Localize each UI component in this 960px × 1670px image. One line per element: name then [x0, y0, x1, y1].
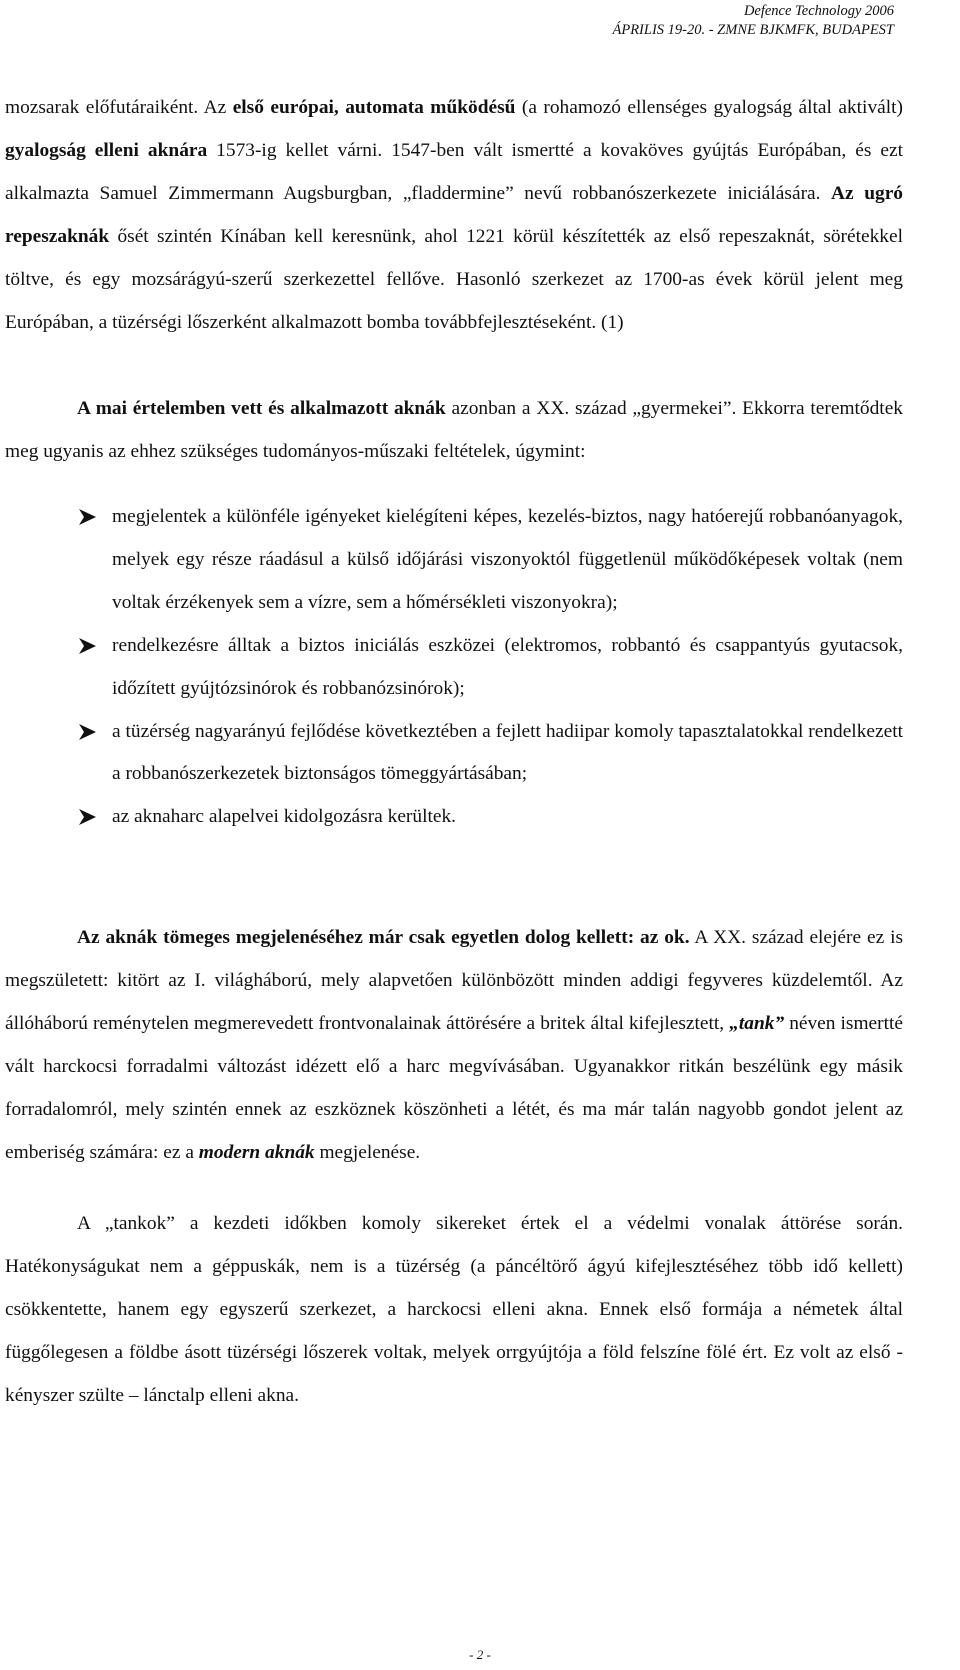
- paragraph-tank-mines: Az aknák tömeges megjelenéséhez már csak egyetlen dolog kellett: az ok. A XX. század elejére ez is megszületett: kitört az I. világháború, mely alapvetően különbözött minden addigi fegyveres küzdelemtől. Az állóháború reménytelen megmerevedett frontvonalainak áttörésére a britek által kifejlesztett, „tank” néven ismertté vált harckocsi forradalmi változást idézett elő a harc megvívásában. Ugyanakkor ritkán beszélünk egy másik forradalomról, mely szintén ennek az eszköznek köszönheti a létét, és ma már talán nagyobb gondot jelent az emberiség számára: ez a modern aknák megjelenése.: [5, 927, 903, 1163]
- list-item: rendelkezésre álltak a biztos iniciálás eszközei (elektromos, robbantó és csappantyús gyutacsok, időzített gyújtózsinórok és robbanózsinórok);: [5, 625, 903, 711]
- arrowhead-bullet-icon: [77, 625, 99, 667]
- arrowhead-bullet-icon: [77, 796, 99, 838]
- arrowhead-bullet-icon: [77, 711, 99, 753]
- conditions-list: [5, 496, 903, 839]
- list-item: az aknaharc alapelvei kidolgozásra kerültek.: [5, 796, 903, 839]
- paragraph-history: mozsarak előfutáraiként. Az első európai, automata működésű (a rohamozó ellenséges gyalogság által aktivált) gyalogság elleni aknára 1573-ig kellet várni. 1547-ben vált ismertté a kovaköves gyújtás Európában, és ezt alkalmazta Samuel Zimmermann Augsburgban, „fladdermine” nevű robbanószerkezete iniciálására. Az ugró repeszaknák ősét szintén Kínában kell keresnünk, ahol 1221 körül készítették az első repeszaknát, sörétekkel töltve, és egy mozsárágyú-szerű szerkezettel fellőve. Hasonló szerkezet az 1700-as évek körül jelent meg Európában, a tüzérségi lőszerként alkalmazott bomba továbbfejlesztéseként. (1): [5, 97, 904, 333]
- page-number: - 2 -: [469, 1647, 491, 1662]
- paragraph-first-antitank-mine: A „tankok” a kezdeti időkben komoly sikereket értek el a védelmi vonalak áttörése során. Hatékonyságukat nem a géppuskák, nem is a tüzérség (a páncéltörő ágyú kifejlesztéséhez több idő kellett) csökkentette, hanem egy egyszerű szerkezet, a harckocsi elleni akna. Ennek első formája a németek által függőlegesen a földbe ásott tüzérségi lőszerek voltak, melyek orrgyújtója a föld felszíne fölé ért. Ez volt az első - kényszer szülte – lánctalp elleni akna.: [5, 1213, 903, 1406]
- arrowhead-bullet-icon: [77, 496, 99, 538]
- conference-title: Defence Technology 2006: [743, 3, 894, 19]
- conference-date-location: ÁPRILIS 19-20. - ZMNE BJKMFK, BUDAPEST: [612, 22, 894, 38]
- page-header: [474, 2, 894, 40]
- paragraph-modern-mines: A mai értelemben vett és alkalmazott aknák azonban a XX. század „gyermekei”. Ekkorra teremtődtek meg ugyanis az ehhez szükséges tudományos-műszaki feltételek, úgymint:: [5, 398, 903, 462]
- list-item: megjelentek a különféle igényeket kielégíteni képes, kezelés-biztos, nagy hatóerejű robbanóanyagok, melyek egy része ráadásul a külső időjárási viszonyoktól függetlenül működőképesek voltak (nem voltak érzékenyek sem a vízre, sem a hőmérsékleti viszonyokra);: [5, 496, 903, 625]
- list-item: a tüzérség nagyarányú fejlődése következtében a fejlett hadiipar komoly tapasztalatokkal rendelkezett a robbanószerkezetek biztonságos tömeggyártásában;: [5, 711, 903, 797]
